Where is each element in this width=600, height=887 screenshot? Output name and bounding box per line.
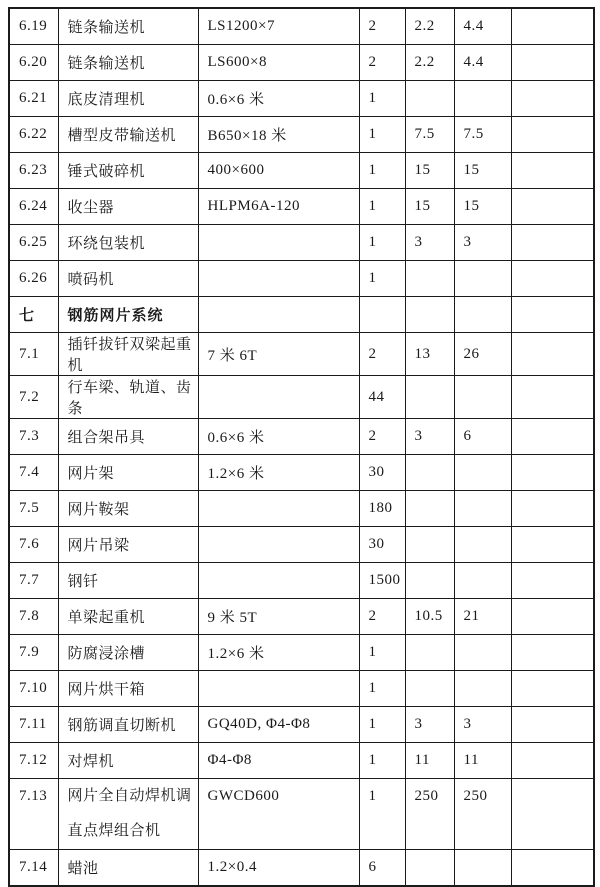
cell-specification: B650×18 米 [198, 117, 359, 153]
cell-total-power: 15 [454, 189, 511, 225]
cell-remark [511, 81, 594, 117]
cell-quantity: 2 [359, 45, 405, 81]
cell-specification: Φ4-Φ8 [198, 743, 359, 779]
cell-remark [511, 671, 594, 707]
cell-item-number: 7.7 [9, 563, 58, 599]
cell-total-power [454, 850, 511, 887]
cell-total-power: 6 [454, 419, 511, 455]
cell-quantity: 1 [359, 189, 405, 225]
cell-unit-power: 11 [405, 743, 454, 779]
cell-remark [511, 225, 594, 261]
cell-equipment-name: 单梁起重机 [58, 599, 198, 635]
cell-unit-power: 2.2 [405, 45, 454, 81]
cell-specification [198, 376, 359, 419]
cell-unit-power: 3 [405, 707, 454, 743]
cell-equipment-name: 网片烘干箱 [58, 671, 198, 707]
cell-remark [511, 527, 594, 563]
cell-equipment-name: 网片全自动焊机调直点焊组合机 [58, 779, 198, 850]
cell-total-power: 11 [454, 743, 511, 779]
cell-quantity: 2 [359, 333, 405, 376]
cell-equipment-name: 网片吊梁 [58, 527, 198, 563]
cell-item-number: 七 [9, 297, 58, 333]
cell-item-number: 7.5 [9, 491, 58, 527]
cell-unit-power: 13 [405, 333, 454, 376]
cell-item-number: 7.12 [9, 743, 58, 779]
cell-equipment-name: 行车梁、轨道、齿条 [58, 376, 198, 419]
cell-remark [511, 563, 594, 599]
cell-item-number: 7.2 [9, 376, 58, 419]
cell-total-power [454, 376, 511, 419]
cell-specification [198, 261, 359, 297]
cell-equipment-name: 网片架 [58, 455, 198, 491]
cell-unit-power [405, 455, 454, 491]
cell-equipment-name: 环绕包装机 [58, 225, 198, 261]
cell-specification [198, 225, 359, 261]
cell-remark [511, 635, 594, 671]
equipment-table-body [9, 8, 594, 886]
cell-total-power: 21 [454, 599, 511, 635]
cell-quantity: 2 [359, 419, 405, 455]
table-row [9, 376, 594, 419]
cell-unit-power: 3 [405, 225, 454, 261]
cell-quantity: 1 [359, 261, 405, 297]
cell-specification: HLPM6A-120 [198, 189, 359, 225]
cell-equipment-name: 蜡池 [58, 850, 198, 887]
cell-specification: LS1200×7 [198, 8, 359, 45]
table-row [9, 707, 594, 743]
cell-quantity: 6 [359, 850, 405, 887]
cell-remark [511, 153, 594, 189]
cell-unit-power [405, 635, 454, 671]
cell-equipment-name: 收尘器 [58, 189, 198, 225]
cell-specification: 0.6×6 米 [198, 81, 359, 117]
cell-quantity [359, 297, 405, 333]
cell-specification: 9 米 5T [198, 599, 359, 635]
cell-remark [511, 376, 594, 419]
cell-unit-power: 15 [405, 153, 454, 189]
cell-specification: GQ40D, Φ4-Φ8 [198, 707, 359, 743]
cell-total-power [454, 671, 511, 707]
cell-remark [511, 45, 594, 81]
cell-item-number: 6.20 [9, 45, 58, 81]
cell-remark [511, 743, 594, 779]
cell-item-number: 7.11 [9, 707, 58, 743]
table-row [9, 671, 594, 707]
table-row [9, 225, 594, 261]
cell-unit-power [405, 297, 454, 333]
cell-item-number: 7.9 [9, 635, 58, 671]
cell-quantity: 180 [359, 491, 405, 527]
cell-equipment-name: 喷码机 [58, 261, 198, 297]
cell-unit-power: 15 [405, 189, 454, 225]
cell-specification [198, 527, 359, 563]
cell-specification [198, 671, 359, 707]
cell-remark [511, 117, 594, 153]
cell-unit-power [405, 81, 454, 117]
cell-equipment-name: 钢筋网片系统 [58, 297, 198, 333]
cell-specification: GWCD600 [198, 779, 359, 850]
cell-unit-power: 10.5 [405, 599, 454, 635]
cell-remark [511, 491, 594, 527]
cell-equipment-name: 链条输送机 [58, 45, 198, 81]
cell-specification: LS600×8 [198, 45, 359, 81]
table-row [9, 189, 594, 225]
table-row [9, 850, 594, 887]
cell-equipment-name: 钢钎 [58, 563, 198, 599]
cell-item-number: 6.22 [9, 117, 58, 153]
cell-unit-power [405, 563, 454, 599]
cell-equipment-name: 槽型皮带输送机 [58, 117, 198, 153]
table-row [9, 635, 594, 671]
table-row [9, 491, 594, 527]
cell-total-power [454, 563, 511, 599]
cell-quantity: 2 [359, 8, 405, 45]
cell-specification: 1.2×6 米 [198, 455, 359, 491]
cell-total-power: 250 [454, 779, 511, 850]
cell-remark [511, 599, 594, 635]
table-row [9, 455, 594, 491]
cell-remark [511, 297, 594, 333]
cell-remark [511, 707, 594, 743]
cell-specification [198, 297, 359, 333]
cell-quantity: 1 [359, 779, 405, 850]
cell-specification [198, 491, 359, 527]
cell-unit-power: 3 [405, 419, 454, 455]
cell-total-power [454, 491, 511, 527]
cell-item-number: 6.19 [9, 8, 58, 45]
cell-remark [511, 261, 594, 297]
cell-remark [511, 8, 594, 45]
cell-quantity: 1 [359, 117, 405, 153]
cell-quantity: 1500 [359, 563, 405, 599]
cell-total-power [454, 635, 511, 671]
cell-remark [511, 850, 594, 887]
cell-remark [511, 333, 594, 376]
cell-quantity: 1 [359, 707, 405, 743]
cell-item-number: 6.21 [9, 81, 58, 117]
cell-item-number: 7.14 [9, 850, 58, 887]
cell-quantity: 2 [359, 599, 405, 635]
cell-equipment-name: 底皮清理机 [58, 81, 198, 117]
cell-total-power [454, 297, 511, 333]
table-row [9, 8, 594, 45]
cell-quantity: 44 [359, 376, 405, 419]
cell-item-number: 7.3 [9, 419, 58, 455]
cell-item-number: 7.10 [9, 671, 58, 707]
cell-equipment-name: 对焊机 [58, 743, 198, 779]
cell-quantity: 30 [359, 527, 405, 563]
cell-total-power: 4.4 [454, 8, 511, 45]
cell-item-number: 6.23 [9, 153, 58, 189]
cell-item-number: 7.1 [9, 333, 58, 376]
cell-unit-power [405, 850, 454, 887]
cell-unit-power [405, 491, 454, 527]
cell-unit-power: 250 [405, 779, 454, 850]
table-row [9, 599, 594, 635]
cell-quantity: 30 [359, 455, 405, 491]
cell-quantity: 1 [359, 153, 405, 189]
cell-equipment-name: 链条输送机 [58, 8, 198, 45]
table-row [9, 527, 594, 563]
cell-item-number: 7.13 [9, 779, 58, 850]
cell-quantity: 1 [359, 743, 405, 779]
cell-remark [511, 419, 594, 455]
cell-item-number: 6.26 [9, 261, 58, 297]
cell-item-number: 6.25 [9, 225, 58, 261]
cell-specification: 400×600 [198, 153, 359, 189]
cell-unit-power: 7.5 [405, 117, 454, 153]
cell-specification [198, 563, 359, 599]
cell-item-number: 7.8 [9, 599, 58, 635]
table-row [9, 297, 594, 333]
cell-unit-power [405, 527, 454, 563]
cell-total-power: 3 [454, 707, 511, 743]
table-row [9, 153, 594, 189]
cell-quantity: 1 [359, 671, 405, 707]
cell-equipment-name: 网片鞍架 [58, 491, 198, 527]
cell-quantity: 1 [359, 225, 405, 261]
cell-equipment-name: 插钎拔钎双梁起重机 [58, 333, 198, 376]
cell-total-power: 26 [454, 333, 511, 376]
cell-equipment-name: 锤式破碎机 [58, 153, 198, 189]
cell-total-power: 4.4 [454, 45, 511, 81]
cell-remark [511, 455, 594, 491]
equipment-table [8, 7, 595, 887]
cell-total-power [454, 81, 511, 117]
cell-unit-power: 2.2 [405, 8, 454, 45]
cell-item-number: 7.6 [9, 527, 58, 563]
cell-unit-power [405, 671, 454, 707]
cell-remark [511, 189, 594, 225]
table-row [9, 81, 594, 117]
cell-quantity: 1 [359, 635, 405, 671]
table-row [9, 419, 594, 455]
cell-unit-power [405, 376, 454, 419]
cell-remark [511, 779, 594, 850]
cell-specification: 1.2×6 米 [198, 635, 359, 671]
cell-specification: 1.2×0.4 [198, 850, 359, 887]
table-row [9, 563, 594, 599]
cell-specification: 7 米 6T [198, 333, 359, 376]
table-row [9, 261, 594, 297]
cell-total-power: 7.5 [454, 117, 511, 153]
table-row [9, 45, 594, 81]
table-row [9, 117, 594, 153]
table-row [9, 743, 594, 779]
cell-total-power: 15 [454, 153, 511, 189]
cell-total-power: 3 [454, 225, 511, 261]
cell-specification: 0.6×6 米 [198, 419, 359, 455]
cell-item-number: 7.4 [9, 455, 58, 491]
cell-quantity: 1 [359, 81, 405, 117]
cell-unit-power [405, 261, 454, 297]
cell-item-number: 6.24 [9, 189, 58, 225]
cell-total-power [454, 455, 511, 491]
table-row [9, 333, 594, 376]
cell-equipment-name: 组合架吊具 [58, 419, 198, 455]
cell-total-power [454, 261, 511, 297]
cell-total-power [454, 527, 511, 563]
cell-equipment-name: 钢筋调直切断机 [58, 707, 198, 743]
cell-equipment-name: 防腐浸涂槽 [58, 635, 198, 671]
table-row [9, 779, 594, 850]
